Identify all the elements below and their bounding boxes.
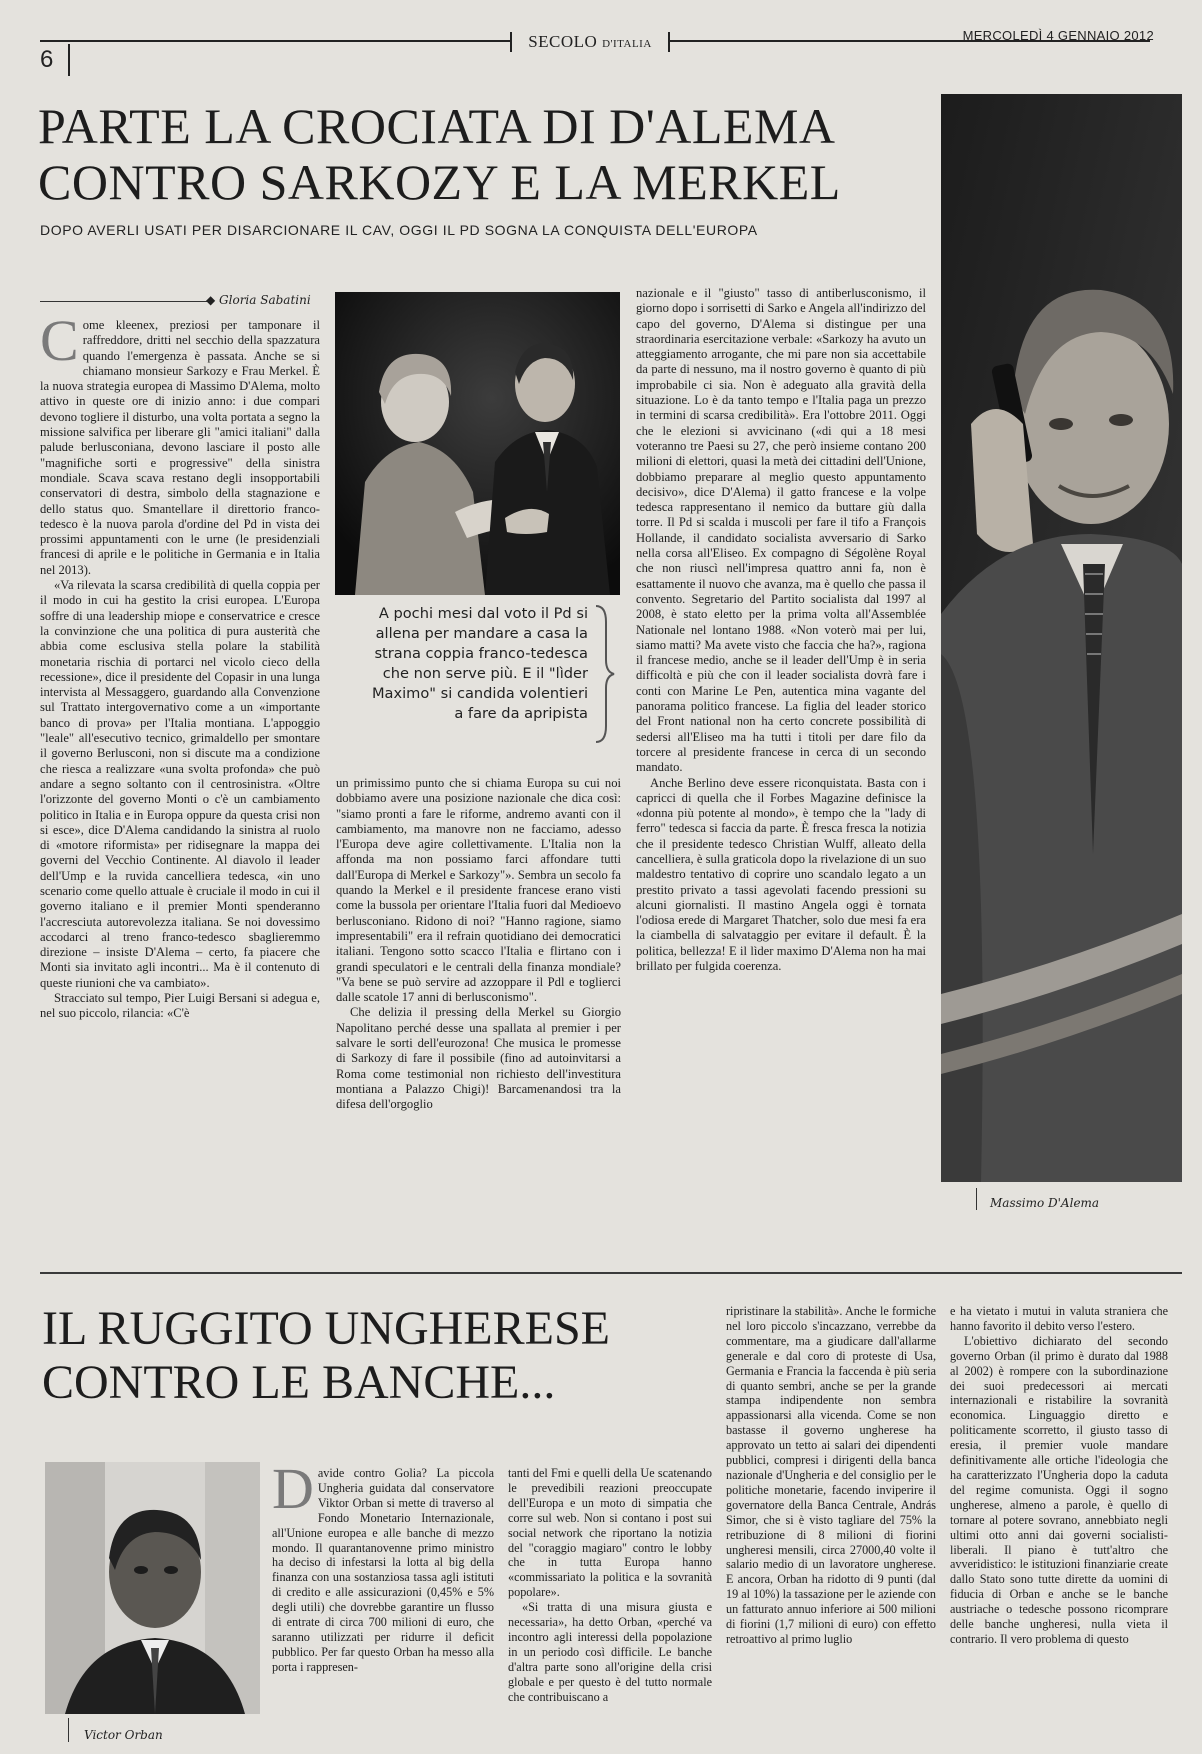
article1-col1-p3: Stracciato sul tempo, Pier Luigi Bersani si adegua e, nel suo piccolo, rilancia: «C'è xyxy=(40,991,320,1021)
orban-photo-caption: Victor Orban xyxy=(84,1728,163,1742)
article2-dropcap: D xyxy=(272,1466,314,1521)
article1-col2-p1: un primissimo punto che si chiama Europa su cui noi dobbiamo avere una posizione nazionale che dica così: "siamo pronti a fare le riforme, andremo avanti con il cambiamento, ma manovre non ne facciamo, adesso l'Europa deve agire collettivamente. L'Italia non la affonda ma non possiamo farci affondare tutti dall'Europa di Merkel e Sarkozy"». Sembra un secolo fa quando la Merkel e il presidente francese erano visti come la bussola per orientare l'Italia fuori dal Medioevo berlusconiano. Ridono di noi? "Hanno ragione, siamo impresentabili" era il refrain quotidiano dei democratici italiani. Tengono sotto scacco l'Italia e flirtano con i grandi speculatori e le centrali della finanza mondiale? "Va bene se può servire ad azzoppare il Pdl e toglierci dalle scatole 17 anni di berlusconismo". xyxy=(336,776,621,1005)
pull-quote-brace xyxy=(592,604,616,744)
masthead-name: SECOLO xyxy=(528,32,598,51)
article1-author: ◆ Gloria Sabatini xyxy=(206,293,311,307)
page-number: 6 xyxy=(40,44,70,76)
article1-headline-line2: CONTRO SARKOZY E LA MERKEL xyxy=(38,154,841,210)
masthead-suffix: D'ITALIA xyxy=(602,38,652,50)
article2-headline-line1: IL RUGGITO UNGHERESE xyxy=(42,1302,610,1355)
article1-paragraph xyxy=(40,318,320,578)
issue-date: MERCOLEDÌ 4 GENNAIO 2012 xyxy=(962,28,1154,43)
article2-col4-p1: e ha vietato i mutui in valuta straniera che hanno favorito il debito verso l'estero. xyxy=(950,1304,1168,1333)
article1-dropcap: C xyxy=(40,318,79,373)
orban-photo xyxy=(45,1462,260,1714)
article2-col1-text: avide contro Golia? La piccola Ungheria guidata dal conservatore Viktor Orban si mette di traverso al Fondo Monetario Internazionale, all'Unione europea e alle banche di mezzo mondo. Il quarantanovenne primo ministro ha deciso di infestarsi la lotta al big della finanza con una sostanziosa tassa agli istituti di credito e alle assicurazioni (0,45% e 5% degli utili) che dovrebbe garantire un flusso di entrate di circa 700 milioni di euro, che saranno utilizzati per ridurre il deficit pubblico. Per far questo Orban ha messo alla porta i rappresen- xyxy=(272,1466,494,1674)
article2-headline xyxy=(42,1302,682,1410)
caption-rule-orban xyxy=(68,1718,69,1742)
article1-headline xyxy=(38,98,938,210)
article2-column-4 xyxy=(950,1304,1168,1746)
pull-quote: A pochi mesi dal voto il Pd si allena per mandare a casa la strana coppia franco-tedesca che non serve più. E il "lìder Maximo" si candida volentieri a fare da apripista xyxy=(371,605,588,722)
article-separator xyxy=(40,1272,1182,1274)
merkel-sarkozy-photo xyxy=(335,292,620,595)
article2-column-2 xyxy=(508,1466,712,1746)
article1-col2-p2: Che delizia il pressing della Merkel su Giorgio Napolitano perché desse una spallata al premier i per salvare le sorti dell'eurozona! Che musica le promesse di Sarkozy di fare il possibile (fino ad autoinvitarsi a Roma come testimonial non richiesto dell'investitura montiana a Palazzo Chigi)! Barcamenandosi tra la difesa dell'orgoglio xyxy=(336,1005,621,1112)
article1-col1-p2: «Va rilevata la scarsa credibilità di quella coppia per il modo in cui ha gestito la crisi europea. L'Europa soffre di una leadership miope e conservatrice e cresce la convinzione che una politica di pura austerità che abbia come esclusiva stella polare la stabilità monetaria rischia di portarci nel vicolo cieco della recessione», dice il presidente del Copasir in una lunga intervista al Messaggero, guardando alla Convenzione sul Trattato intergovernativo come a un «importante banco di prova» per l'Italia montiana. L'appoggio "leale" all'esecutivo tecnico, grimaldello per smontare il governo Berlusconi, non si discute ma a condizione che riesca a realizzare «una svolta profonda» che può andare a segno soltanto con il centrosinistra. «Oltre l'orizzonte del governo Monti o c'è un cambiamento politico in Italia e in Europa oppure da questa crisi non si esce», dice D'Alema candidando la sinistra al ruolo di «motore riformista» per ridisegnare la mappa dei governi del Vecchio Continente. Al diavolo il leader dell'Ump e la ruvida cancelliera tedesca, «in uno scenario come quello attuale è cruciale il modo in cui il governo italiano e il premier Monti spenderanno l'accresciuta autorevolezza italiana. Se noi dovessimo accodarci al treno franco-tedesco sbaglieremmo direzione – insiste D'Alema – certo, fa piacere che Monti sia invitato agli incontri... Ma è il contenuto di queste riunioni che va cambiato». xyxy=(40,578,320,990)
dalema-photo xyxy=(941,94,1182,1182)
article1-headline-line1: PARTE LA CROCIATA DI D'ALEMA xyxy=(38,98,836,154)
article2-col2-p1: tanti del Fmi e quelli della Ue scatenando le prevedibili reazioni preoccupate dell'Europa e un moto di simpatia che corre sul web. Non si contano i post sui social network che riportano la notizia del "coraggio magiaro" contro le lobby che in tutta Europa hanno «commissariato la politica e la sovranità popolare». xyxy=(508,1466,712,1600)
article2-headline-line2: CONTRO LE BANCHE... xyxy=(42,1356,556,1409)
article2-column-3 xyxy=(726,1304,936,1746)
masthead xyxy=(510,32,670,52)
article2-col2-p2: «Si tratta di una misura giusta e necessaria», ha detto Orban, «perché va incontro agli interessi della popolazione in un periodo così difficile. Le banche d'altra parte sono all'origine della crisi globale e per questo è del tutto normale che contribuiscano a xyxy=(508,1600,712,1704)
article1-column-2 xyxy=(336,776,621,1216)
article2-col3-text: ripristinare la stabilità». Anche le formiche nel loro piccolo s'incazzano, verrebbe da commentare, ma a giudicare dall'allarme generale e dal coro di proteste di Usa, Germania e Francia la faccenda è più seria di quanto sembri, anche se per la grande stampa indipendente non sembra appassionarsi alla vicenda. Come se non bastasse il governo ungherese ha approvato un tetto ai salari dei dipendenti pubblici, compresi i dirigenti della banca nazionale d'Ungheria e del consiglio per le politiche monetarie, facendo inviperire il governatore della Banca Centrale, András Simor, che si è visto tagliare del 75% la retribuzione di 8 milioni di fiorini ungheresi mensili, circa 27000,40 volte il salario medio di un lavoratore ungherese. E ancora, Orban ha ridotto di 9 punti (dal 19 al 10%) la tassazione per le aziende con un fatturato annuo inferiore ai 500 milioni di fiorini (1,7 milioni di euro) con effetto retroattivo al primo luglio xyxy=(726,1304,936,1646)
orban-illustration xyxy=(45,1462,260,1714)
article1-col1-p1: ome kleenex, preziosi per tamponare il raffreddore, dritti nel secchio della spazzatura quando l'emergenza è passata. Anche se si chiamano monsieur Sarkozy e Frau Merkel. È la nuova strategia europea di Massimo D'Alema, molto attivo in queste ore di inizio anno: i due compari devono togliere il disturbo, una volta portata a segno la missione salvifica per liberare gli "amici italiani" dalla palude berlusconiana, devono lasciare il posto alle "magnifiche sorti e progressive" della sinistra mondiale. Scava scava restano degli insopportabili conservatori di destra, simbolo della stagnazione e dello status quo. Smantellare il direttorio franco-tedesco è la nuova parola d'ordine del Pd in vista dei prossimi appuntamenti con le urne (le presidenziali francesi di aprile e le politiche in Germania e in Italia nel 2013). xyxy=(40,318,320,577)
article2-col4-p2: L'obiettivo dichiarato del secondo governo Orban (il primo è durato dal 1988 al 2002) è rompere con la subordinazione dei suoi predecessori ai mercati internazionali e ristabilire la sovranità economica. Linguaggio diretto e politicamente scorretto, il giusto tasso di eresia, il premier vuole mandare definitivamente alle ortiche l'ideologia che ha caratterizzato l'Ungheria dopo la caduta del regime comunista. Oggi il sogno ungherese, almeno a parole, è quello di tornare al potere sovrano, annebbiato negli ultimi otto anni dai governi socialisti-liberali. Il piano è tutt'altro che avveridistico: le istituzioni finanziarie create dallo Stato sono tutte dirette da uomini di fiducia di Orban e anche se le banche austriache o tedesche possono ricomprare delle banche ungheresi, nulla vieta il contrario. Il vero problema di questo xyxy=(950,1333,1168,1646)
article1-col3-p1: nazionale e il "giusto" tasso di antiberlusconismo, il giorno dopo i sorrisetti di Sarko e Angela all'indirizzo del capo del governo, D'Alema si distingue per una straordinaria esercitazione verbale: «Sarkozy ha avuto un atteggiamento arrogante, che mi pare non sia accettabile da parte di nessuno, ma il nostro governo è quanto di più improbabile ci sia. Non è adeguato alla gravità della situazione. Lo è da tanto tempo e l'Italia paga un prezzo in termini di scarsa credibilità». Era l'ottobre 2011. Oggi che le elezioni si avvicinano («di qui a 18 mesi voteranno tre Paesi su 27, che però insieme contano 200 milioni di elettori, quasi la metà dei cittadini dell'Unione, dobbiamo preparare al meglio questo appuntamento decisivo», dice D'Alema) il gatto francese e la volpe tedesca rappresentano il nemico da buttare giù dalla torre. Il Pd si scalda i muscoli per fare il tifo a François Hollande, il candidato socialista avversario di Sarko nella corsa all'Eliseo. Ex compagno di Ségolène Royal che non riuscì nell'impresa quattro anni fa, non è esattamente il nuovo che avanza, ma è quello che passa il convento. Segretario del Partito socialista dal 1997 al 2008, è stato eletto per la prima volta all'Assemblée Nationale nel lontano 1988. «Non voterò mai per lui, siamo matti? Ma avete visto che faccia che ha?», ragiona il francese medio, anche se il leader dell'Ump è in seria difficoltà e più che con il leader socialista dovrà fare i conti con Marine Le Pen, autentica mina vagante del panorama politico francese. La figlia del leader storico del Front national non ha certo concrete possibilità di sedersi all'Eliseo ma ha tutti i titoli per dare filo da torcere al presidente francese in cerca di un secondo mandato. xyxy=(636,286,926,775)
article1-col3-p2: Anche Berlino deve essere riconquistata. Basta con i capricci di quella che il Forbes Magazine definisce la «donna più potente al mondo», è tempo che la "lady di ferro" tedesca si faccia da parte. È fresca fresca la notizia che il presidente tedesco Christian Wulff, alleato della cancelliera, è sulla graticola dopo la rivelazione di un suo maldestro tentativo di coprire uno scandalo legato a un prestito privato a tassi agevolati facendo pressioni su alcuni giornalisti. Il mastino Angela oggi è tornata l'odiosa erede di Margaret Thatcher, solo due mesi fa era la ciambella di salvataggio per evitare il default. È la politica, bellezza! E il lìder maximo D'Alema non ha mai brillato per fulgida coerenza. xyxy=(636,775,926,974)
dalema-illustration xyxy=(941,94,1182,1182)
article2-column-1 xyxy=(272,1466,494,1746)
article1-column-1 xyxy=(40,318,320,1216)
article1-subtitle: DOPO AVERLI USATI PER DISARCIONARE IL CAV, OGGI IL PD SOGNA LA CONQUISTA DELL'EUROPA xyxy=(40,222,758,238)
author-rule xyxy=(40,301,210,302)
header-rule-left xyxy=(40,40,510,42)
dalema-photo-caption: Massimo D'Alema xyxy=(990,1196,1100,1210)
article1-column-3 xyxy=(636,286,926,1216)
merkel-sarkozy-illustration xyxy=(335,292,620,595)
caption-rule xyxy=(976,1188,977,1210)
article2-paragraph xyxy=(272,1466,494,1675)
